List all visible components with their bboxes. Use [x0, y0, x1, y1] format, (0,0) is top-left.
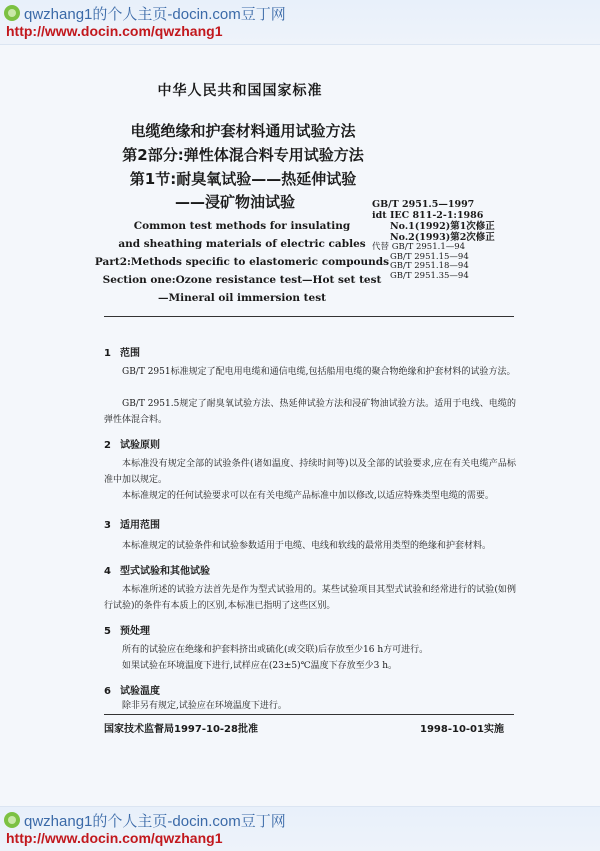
english-title-line-4: Section one:Ozone resistance test—Hot set test: [102, 274, 382, 286]
section-heading-1: 1 范围: [104, 348, 140, 359]
title-line-3: 第1节:耐臭氧试验——热延伸试验: [129, 170, 357, 188]
section-heading-4: 4 型式试验和其他试验: [104, 566, 210, 577]
section-heading-3: 3 适用范围: [104, 520, 160, 531]
replaces-item: GB/T 2951.18—94: [390, 261, 469, 271]
paragraph: 本标准规定的试验条件和试验参数适用于电缆、电线和软线的最常用类型的绝缘和护套材料。: [122, 541, 492, 551]
paragraph: 如果试验在环境温度下进行,试样应在(23±5)℃温度下存放至少3 h。: [122, 661, 398, 671]
title-line-1: 电缆绝缘和护套材料通用试验方法: [130, 122, 356, 140]
approval-date: 国家技术监督局1997-10-28批准: [104, 724, 258, 735]
implementation-date: 1998-10-01实施: [420, 724, 504, 735]
amendment-2: No.2(1993)第2次修正: [390, 232, 495, 243]
english-title-line-5: —Mineral oil immersion test: [158, 292, 326, 304]
title-line-2: 第2部分:弹性体混合料专用试验方法: [122, 146, 364, 164]
idt-reference: idt IEC 811-2-1:1986: [372, 210, 484, 221]
site-logo-icon: [4, 812, 20, 828]
footer-divider: [104, 714, 514, 715]
replaces-label: 代替: [372, 242, 390, 252]
standard-org: 中华人民共和国国家标准: [157, 83, 323, 99]
replaces-item: GB/T 2951.15—94: [390, 251, 469, 262]
standard-number-block: [372, 199, 495, 281]
section-heading-6: 6 试验温度: [104, 686, 160, 697]
title-line-4: ——浸矿物油试验: [174, 193, 295, 211]
english-title-line-3: Part2:Methods specific to elastomeric compounds: [94, 256, 390, 268]
site-logo-icon: [4, 5, 20, 21]
replaces-item: GB/T 2951.1—94: [391, 242, 466, 252]
standard-number: GB/T 2951.5—1997: [372, 199, 475, 210]
paragraph: 除非另有规定,试验应在环境温度下进行。: [122, 701, 287, 711]
paragraph: GB/T 2951标准规定了配电用电缆和通信电缆,包括船用电缆的聚合物绝缘和护套材料的试验方法。: [122, 367, 516, 377]
document-page: [0, 44, 600, 806]
site-url-link[interactable]: http://www.docin.com/qwzhang1: [6, 830, 223, 846]
paragraph: 本标准所述的试验方法首先是作为型式试验用的。某些试验项目其型式试验和经常进行的试验(如例行试验)的条件有本质上的区别,本标准已指明了这些区别。: [104, 585, 516, 611]
section-heading-2: 2 试验原则: [104, 440, 160, 451]
paragraph: 本标准没有规定全部的试验条件(诸如温度、持续时间等)以及全部的试验要求,应在有关电缆产品标准中加以规定。: [104, 459, 516, 485]
paragraph: GB/T 2951.5规定了耐臭氧试验方法、热延伸试验方法和浸矿物油试验方法。适用于电线、电缆的弹性体混合料。: [104, 399, 516, 425]
header-divider: [104, 316, 514, 317]
paragraph: 所有的试验应在绝缘和护套料挤出或硫化(或交联)后存放至少16 h方可进行。: [122, 645, 429, 655]
paragraph: 本标准规定的任何试验要求可以在有关电缆产品标准中加以修改,以适应特殊类型电缆的需要。: [122, 491, 494, 501]
replaces-item: GB/T 2951.35—94: [390, 270, 469, 281]
english-title-line-2: and sheathing materials of electric cables: [118, 238, 366, 250]
english-title-line-1: Common test methods for insulating: [133, 220, 351, 232]
site-title-link[interactable]: qwzhang1的个人主页-docin.com豆丁网: [24, 6, 286, 23]
section-heading-5: 5 预处理: [104, 626, 150, 637]
amendment-1: No.1(1992)第1次修正: [390, 221, 495, 232]
site-title-link[interactable]: qwzhang1的个人主页-docin.com豆丁网: [24, 813, 286, 830]
top-watermark-banner: [0, 0, 600, 45]
bottom-watermark-banner: [0, 806, 600, 851]
site-url-link[interactable]: http://www.docin.com/qwzhang1: [6, 23, 223, 39]
